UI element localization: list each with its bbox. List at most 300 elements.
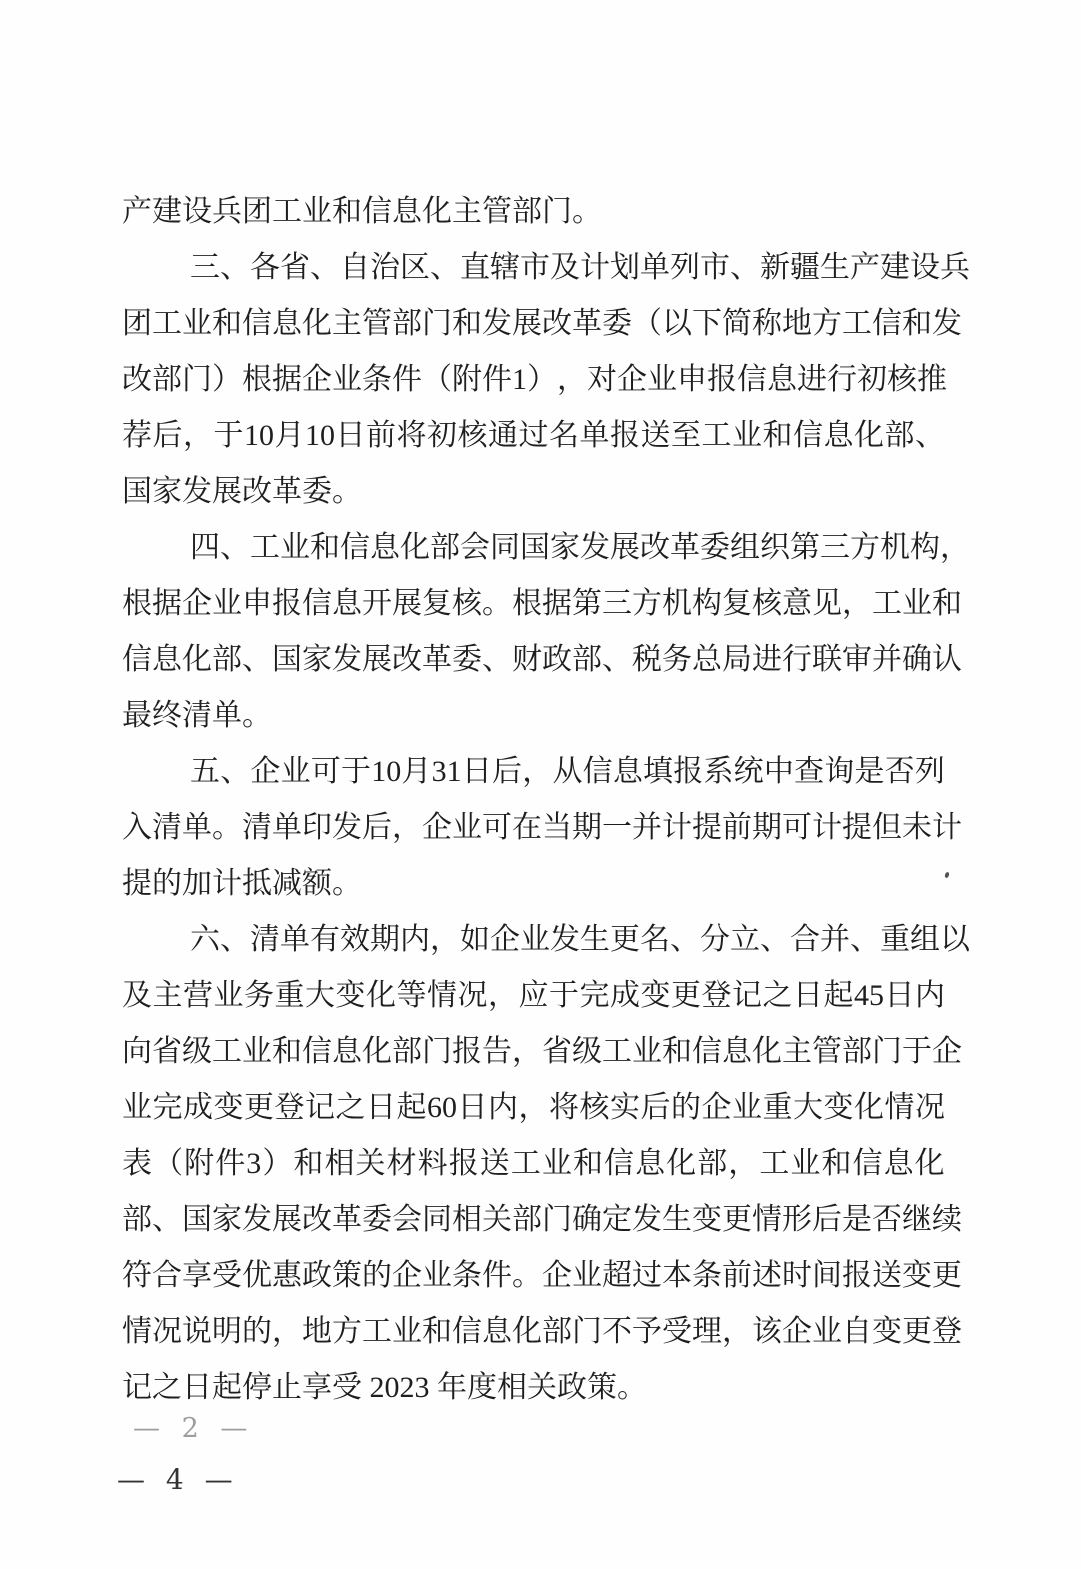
text-glyph: 情	[427, 979, 457, 1012]
text-line	[122, 1304, 962, 1360]
text-glyph: 相	[324, 1147, 355, 1180]
text-glyph: 意	[782, 587, 812, 620]
text-glyph: 核	[579, 1091, 610, 1124]
text-glyph: 信	[302, 1035, 332, 1068]
text-glyph: 自	[842, 1315, 872, 1348]
text-glyph: 展	[392, 587, 422, 620]
text-glyph: 委	[362, 1203, 392, 1236]
text-glyph: 建	[880, 251, 910, 284]
text-glyph: 于	[213, 419, 244, 452]
text-glyph: 如	[460, 923, 490, 956]
text-glyph: 发	[242, 1203, 272, 1236]
text-glyph: 清	[250, 923, 280, 956]
text-glyph: 予	[632, 1315, 662, 1348]
text-glyph: 下	[692, 307, 722, 340]
text-glyph: 息	[152, 643, 182, 676]
text-glyph: 件	[482, 1259, 512, 1292]
text-glyph: 工	[602, 1035, 632, 1068]
text-glyph: 系	[703, 755, 734, 788]
text-glyph: 方	[812, 307, 842, 340]
text-glyph: 化	[512, 1315, 542, 1348]
text-glyph: 。	[212, 811, 242, 844]
text-glyph: 改	[640, 531, 670, 564]
text-glyph: 市	[700, 251, 730, 284]
text-glyph: 清	[242, 811, 272, 844]
text-glyph: 登	[932, 1315, 962, 1348]
text-glyph: 国	[182, 1203, 212, 1236]
text-glyph: 业	[212, 587, 242, 620]
text-glyph: 大	[305, 979, 335, 1012]
text-glyph: 日	[461, 755, 492, 788]
text-glyph: 称	[752, 307, 782, 340]
text-glyph: 疆	[790, 251, 820, 284]
text-glyph: 过	[632, 1259, 662, 1292]
text-glyph: 、	[602, 643, 632, 676]
text-glyph: 新	[760, 251, 790, 284]
text-glyph: 信	[852, 1147, 883, 1180]
text-line	[122, 296, 962, 352]
text-glyph: 第	[572, 587, 602, 620]
text-glyph: 信	[340, 531, 370, 564]
text-glyph: 计	[580, 251, 610, 284]
text-glyph: 部	[392, 307, 422, 340]
text-glyph: 至	[671, 419, 701, 452]
text-glyph: 发	[332, 643, 362, 676]
text-glyph: 委	[602, 307, 632, 340]
text-glyph: 业	[632, 1035, 662, 1068]
text-glyph: 方	[332, 1315, 362, 1348]
text-glyph: 息	[722, 1035, 752, 1068]
text-glyph: 通	[488, 419, 518, 452]
text-glyph: 之	[335, 1091, 366, 1124]
text-glyph: ）	[262, 1147, 293, 1180]
text-glyph: 申	[677, 363, 707, 396]
text-glyph: 完	[579, 979, 610, 1012]
text-glyph: 企	[182, 587, 212, 620]
text-glyph: 化	[362, 1035, 392, 1068]
text-glyph: 同	[422, 1203, 452, 1236]
text-glyph: 合	[790, 923, 820, 956]
text-glyph: 自	[340, 251, 370, 284]
text-glyph: 。	[482, 587, 512, 620]
text-glyph: 变	[640, 979, 671, 1012]
text-glyph: ，	[272, 1315, 302, 1348]
text-glyph: 局	[722, 643, 752, 676]
text-glyph: 附	[452, 363, 482, 396]
text-glyph: 受	[212, 1259, 242, 1292]
text-glyph: 该	[752, 1315, 782, 1348]
text-glyph: 务	[662, 643, 692, 676]
page-number-faint: — 2 —	[133, 1413, 248, 1444]
text-glyph: 列	[914, 755, 945, 788]
text-glyph: 符	[122, 1259, 152, 1292]
text-glyph: ，	[728, 1147, 759, 1180]
text-glyph: 和	[762, 419, 793, 452]
text-glyph: 和	[572, 1147, 603, 1180]
text-glyph: 第	[790, 531, 820, 564]
text-line	[122, 1136, 945, 1192]
text-glyph: 报	[448, 1147, 479, 1180]
text-glyph: 业	[572, 1259, 602, 1292]
text-glyph: 家	[550, 531, 580, 564]
text-glyph: 业	[122, 1091, 152, 1124]
text-glyph: 内	[488, 1091, 518, 1124]
text-glyph: 推	[917, 363, 947, 396]
text-glyph: 超	[602, 1259, 632, 1292]
text-glyph: 信	[122, 643, 152, 676]
text-glyph: 企	[542, 1259, 572, 1292]
text-glyph: 从	[552, 755, 583, 788]
text-glyph: 情	[884, 1091, 915, 1124]
text-glyph: 部	[697, 1147, 728, 1180]
text-glyph: ）	[527, 363, 557, 396]
text-glyph: 门	[542, 1203, 572, 1236]
text-line	[122, 1192, 962, 1248]
text-glyph: 3	[246, 1147, 262, 1180]
text-glyph: 入	[122, 811, 152, 844]
text-glyph: 更	[902, 1315, 932, 1348]
text-glyph: 的	[362, 1259, 392, 1292]
text-glyph: 机	[880, 531, 910, 564]
text-glyph: 况	[915, 1091, 945, 1124]
text-glyph: 营	[183, 979, 213, 1012]
text-glyph: 是	[842, 1203, 872, 1236]
text-glyph: 门	[872, 1035, 902, 1068]
text-glyph: 间	[812, 1259, 842, 1292]
text-glyph: 告	[482, 1035, 512, 1068]
text-glyph: 可	[482, 811, 512, 844]
text-glyph: 送	[479, 1147, 510, 1180]
text-glyph: 后	[640, 1091, 671, 1124]
text-glyph: 委	[452, 643, 482, 676]
text-glyph: 实	[610, 1091, 640, 1124]
text-glyph: 联	[812, 643, 842, 676]
text-glyph: 、	[310, 251, 340, 284]
text-glyph: 确	[572, 1203, 602, 1236]
text-glyph: 期	[752, 811, 782, 844]
text-glyph: 企	[422, 811, 452, 844]
text-glyph: 续	[932, 1203, 962, 1236]
text-glyph: 息	[883, 1147, 914, 1180]
text-glyph: 成	[610, 979, 640, 1012]
text-glyph: 、	[670, 923, 700, 956]
text-glyph: 进	[797, 363, 827, 396]
text-glyph: 核	[452, 587, 482, 620]
text-glyph: 信	[872, 307, 902, 340]
text-glyph: 继	[902, 1203, 932, 1236]
text-glyph: 省	[542, 1035, 572, 1068]
text-glyph: 期	[370, 923, 400, 956]
text-glyph: 六	[190, 923, 220, 956]
text-line: 记之日起停止享受 2023 年度相关政策。	[122, 1371, 647, 1404]
text-glyph: 、	[482, 643, 512, 676]
text-glyph: （	[422, 363, 452, 396]
text-glyph: 月	[274, 419, 305, 452]
text-glyph: 单	[640, 251, 670, 284]
text-glyph: 送	[640, 419, 671, 452]
text-line	[122, 240, 970, 296]
text-glyph: 改	[302, 1203, 332, 1236]
text-glyph: 情	[752, 1203, 782, 1236]
text-glyph: 日	[884, 979, 915, 1012]
scan-speck-artifact	[944, 871, 950, 878]
text-glyph: 织	[760, 531, 790, 564]
text-glyph: 工	[701, 419, 732, 452]
text-glyph: 行	[827, 363, 857, 396]
text-glyph: 息	[635, 1147, 666, 1180]
text-glyph: （	[632, 307, 662, 340]
text-glyph: 更	[671, 979, 701, 1012]
text-glyph: 产	[850, 251, 880, 284]
text-glyph: 息	[272, 307, 302, 340]
text-glyph: 和	[902, 307, 932, 340]
text-glyph: 后	[812, 1203, 842, 1236]
text-glyph: 记	[305, 1091, 335, 1124]
text-glyph: ，	[842, 587, 872, 620]
text-glyph: 1	[512, 363, 527, 396]
text-glyph: 荐	[122, 419, 152, 452]
text-line	[122, 744, 945, 800]
text-glyph: 三	[602, 587, 632, 620]
text-glyph: 分	[700, 923, 730, 956]
text-glyph: 前	[722, 1259, 752, 1292]
text-glyph: 业	[280, 531, 310, 564]
text-glyph: 工	[842, 307, 872, 340]
text-glyph: 业	[452, 811, 482, 844]
text-glyph: 在	[512, 811, 542, 844]
text-glyph: 受	[662, 1315, 692, 1348]
page-number: — 4 —	[117, 1463, 233, 1496]
text-glyph: 业	[647, 363, 677, 396]
text-glyph: 于	[341, 755, 372, 788]
text-glyph: ，	[722, 1315, 752, 1348]
text-glyph: 起	[823, 979, 854, 1012]
text-glyph: 报	[272, 587, 302, 620]
text-glyph: 附	[184, 1147, 215, 1180]
text-glyph: 于	[902, 1035, 932, 1068]
text-glyph: 业	[213, 979, 244, 1012]
text-glyph: 完	[152, 1091, 183, 1124]
text-glyph: 改	[542, 307, 572, 340]
text-glyph: 企	[250, 755, 281, 788]
text-glyph: 形	[782, 1203, 812, 1236]
text-glyph: 业	[520, 923, 550, 956]
text-glyph: 件	[392, 363, 422, 396]
text-glyph: 、	[242, 643, 272, 676]
text-glyph: 本	[662, 1259, 692, 1292]
text-glyph: 、	[730, 251, 760, 284]
text-glyph: 业	[541, 1147, 572, 1180]
text-glyph: 审	[842, 643, 872, 676]
text-glyph: 变	[872, 1315, 902, 1348]
text-glyph: 、	[152, 1203, 182, 1236]
text-glyph: 和	[662, 1035, 692, 1068]
text-glyph: 提	[692, 811, 722, 844]
text-glyph: 变	[902, 1259, 932, 1292]
text-glyph: 革	[572, 307, 602, 340]
text-line	[122, 1248, 962, 1304]
text-glyph: 部	[430, 531, 460, 564]
text-glyph: 级	[572, 1035, 602, 1068]
text-glyph: 委	[700, 531, 730, 564]
text-glyph: 总	[692, 643, 722, 676]
text-glyph: 的	[671, 1091, 701, 1124]
text-glyph: 政	[302, 1259, 332, 1292]
text-line	[122, 1024, 962, 1080]
text-glyph: 情	[122, 1315, 152, 1348]
text-glyph: ，	[518, 1091, 549, 1124]
text-glyph: 起	[396, 1091, 427, 1124]
text-glyph: 业	[812, 1315, 842, 1348]
text-glyph: 发	[550, 923, 580, 956]
text-glyph: 表	[122, 1147, 152, 1180]
text-glyph: 优	[242, 1259, 272, 1292]
text-glyph: 展	[272, 1203, 302, 1236]
text-glyph: 复	[422, 587, 452, 620]
text-glyph: 认	[932, 643, 962, 676]
text-glyph: 后	[492, 755, 523, 788]
text-glyph: 45	[854, 979, 884, 1012]
text-glyph: 日	[793, 979, 823, 1012]
text-glyph: 业	[332, 363, 362, 396]
text-glyph: 息	[332, 1035, 362, 1068]
text-glyph: 化	[854, 419, 884, 452]
text-glyph: 见	[812, 587, 842, 620]
text-glyph: 单	[272, 811, 302, 844]
text-glyph: 报	[452, 1035, 482, 1068]
text-glyph: 期	[572, 811, 602, 844]
text-glyph: 工	[510, 1147, 541, 1180]
text-glyph: 明	[212, 1315, 242, 1348]
text-glyph: 进	[752, 643, 782, 676]
text-glyph: 组	[910, 923, 940, 956]
text-glyph: 送	[872, 1259, 902, 1292]
text-glyph: 记	[732, 979, 762, 1012]
text-glyph: 主	[782, 1035, 812, 1068]
text-glyph: 家	[302, 643, 332, 676]
text-glyph: 工	[212, 1035, 242, 1068]
text-glyph: 件	[215, 1147, 246, 1180]
text-glyph: 日	[335, 419, 366, 452]
text-glyph: 条	[692, 1259, 722, 1292]
text-glyph: 企	[782, 1315, 812, 1348]
text-glyph: 将	[549, 1091, 579, 1124]
text-glyph: 料	[417, 1147, 448, 1180]
text-glyph: 和	[452, 307, 482, 340]
text-glyph: 组	[730, 531, 760, 564]
text-line	[122, 968, 945, 1024]
text-glyph: 工	[759, 1147, 790, 1180]
text-glyph: 列	[670, 251, 700, 284]
text-glyph: 月	[401, 755, 432, 788]
text-glyph: 确	[902, 643, 932, 676]
text-line: 国家发展改革委。	[122, 475, 362, 508]
text-glyph: 效	[340, 923, 370, 956]
text-glyph: 息	[612, 755, 643, 788]
text-glyph: ，	[522, 755, 553, 788]
text-glyph: 更	[722, 1203, 752, 1236]
text-glyph: 息	[332, 587, 362, 620]
text-glyph: 三	[190, 251, 220, 284]
text-glyph: 和	[310, 531, 340, 564]
text-glyph: 变	[823, 1091, 854, 1124]
text-glyph: 有	[310, 923, 340, 956]
text-glyph: 化	[666, 1147, 697, 1180]
text-glyph: 主	[332, 307, 362, 340]
text-glyph: 五	[190, 755, 220, 788]
text-glyph: 门	[572, 1315, 602, 1348]
text-glyph: 门	[422, 307, 452, 340]
text-glyph: 以	[940, 923, 970, 956]
text-glyph: 变	[692, 1203, 722, 1236]
text-glyph: 展	[610, 531, 640, 564]
text-glyph: 信	[302, 587, 332, 620]
text-glyph: 计	[812, 811, 842, 844]
text-glyph: 10	[244, 419, 274, 452]
text-glyph: 策	[332, 1259, 362, 1292]
text-glyph: 省	[152, 1035, 182, 1068]
text-glyph: 化	[366, 979, 396, 1012]
text-glyph: 部	[212, 643, 242, 676]
text-glyph: 重	[762, 1091, 793, 1124]
text-glyph: 业	[790, 1147, 821, 1180]
text-glyph: 理	[692, 1315, 722, 1348]
text-glyph: ，	[557, 363, 587, 396]
text-glyph: 、	[850, 923, 880, 956]
text-glyph: 根	[122, 587, 152, 620]
text-glyph: 重	[274, 979, 305, 1012]
document-text-block	[122, 184, 970, 1416]
text-glyph: ，	[183, 419, 213, 452]
text-glyph: 可	[782, 811, 812, 844]
text-glyph: 会	[392, 1203, 422, 1236]
text-glyph: 革	[332, 1203, 362, 1236]
text-glyph: 条	[362, 363, 392, 396]
text-glyph: 后	[362, 811, 392, 844]
text-glyph: 定	[602, 1203, 632, 1236]
text-glyph: ，	[512, 1035, 542, 1068]
text-glyph: 及	[122, 979, 152, 1012]
text-glyph: 生	[580, 923, 610, 956]
text-glyph: 向	[122, 1035, 152, 1068]
text-glyph: 、	[760, 923, 790, 956]
text-glyph: 据	[542, 587, 572, 620]
text-glyph: 合	[152, 1259, 182, 1292]
text-glyph: 31	[431, 755, 462, 788]
text-glyph: 况	[457, 979, 488, 1012]
text-glyph: 部	[542, 1315, 572, 1348]
text-glyph: 10	[305, 419, 335, 452]
text-glyph: 条	[452, 1259, 482, 1292]
text-glyph: 部	[152, 363, 182, 396]
text-glyph: 行	[782, 643, 812, 676]
text-glyph: 发	[332, 811, 362, 844]
text-glyph: 更	[610, 923, 640, 956]
text-glyph: 部	[512, 1203, 542, 1236]
text-glyph: 复	[722, 587, 752, 620]
text-glyph: 说	[182, 1315, 212, 1348]
text-glyph: 名	[640, 923, 670, 956]
text-glyph: 改	[392, 643, 422, 676]
text-glyph: 管	[812, 1035, 842, 1068]
text-glyph: 查	[794, 755, 825, 788]
text-glyph: 及	[550, 251, 580, 284]
text-glyph: 信	[793, 419, 823, 452]
text-line: 提的加计抵减额。	[122, 867, 362, 900]
text-glyph: 名	[549, 419, 579, 452]
text-glyph: 核	[457, 419, 488, 452]
text-line	[122, 520, 970, 576]
